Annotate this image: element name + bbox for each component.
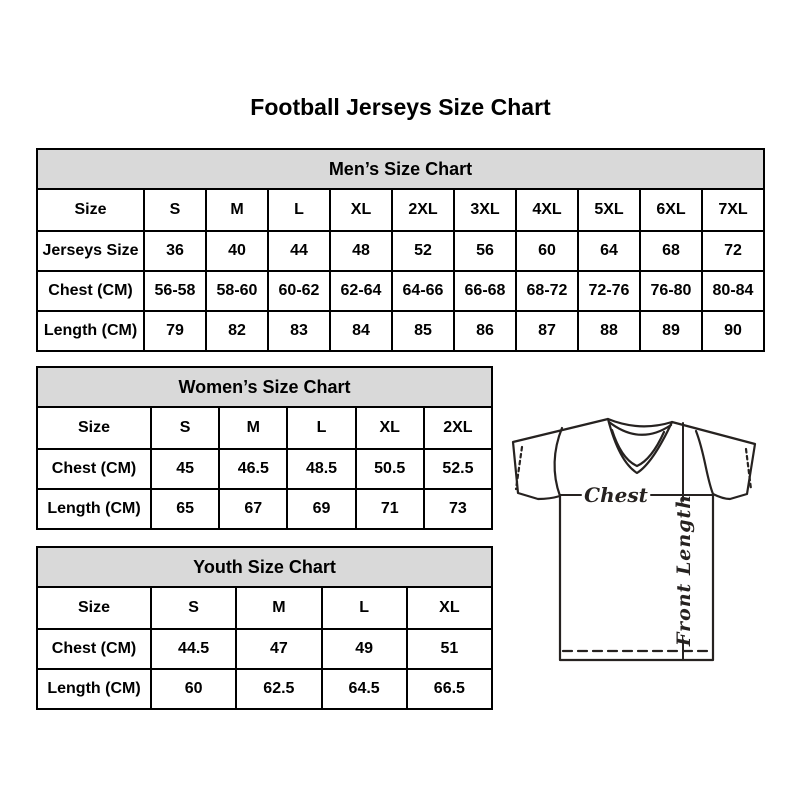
chest-label: Chest [584,483,648,507]
value-cell: 6XL [639,190,701,230]
value-cell: 4XL [515,190,577,230]
table-row [38,408,491,448]
value-cell: 3XL [453,190,515,230]
value-cell: 51 [406,630,491,668]
value-cell: 67 [218,490,286,528]
value-cell: 60-62 [267,272,329,310]
value-cell: L [321,588,406,628]
row-header-cell: Length (CM) [43,322,138,339]
value-cell: 44.5 [150,630,235,668]
value-cell: 68-72 [515,272,577,310]
value-cell: 72-76 [577,272,639,310]
table-row [38,190,763,230]
mens-size-table [36,148,765,352]
row-header-cell: Jerseys Size [42,242,139,259]
value-cell: S [150,408,218,448]
value-cell: 90 [701,312,763,350]
value-cell: 52 [391,232,453,270]
value-cell: 66-68 [453,272,515,310]
value-cell: XL [355,408,423,448]
jersey-outline [513,419,755,660]
table-row [38,628,491,668]
value-cell: 40 [205,232,267,270]
value-cell: XL [329,190,391,230]
value-cell: 56-58 [143,272,205,310]
value-cell: 66.5 [406,670,491,708]
front-length-label: Front Length [673,493,695,647]
value-cell: 83 [267,312,329,350]
value-cell: 49 [321,630,406,668]
value-cell: 56 [453,232,515,270]
value-cell: 79 [143,312,205,350]
youth-size-table [36,546,493,710]
value-cell: 48 [329,232,391,270]
row-header-cell: Chest (CM) [51,460,137,477]
value-cell: 50.5 [355,450,423,488]
value-cell: 64-66 [391,272,453,310]
row-header-cell: Length (CM) [47,500,141,517]
value-cell: 62-64 [329,272,391,310]
value-cell: 45 [150,450,218,488]
value-cell: 82 [205,312,267,350]
table-row [38,668,491,708]
value-cell: 47 [235,630,320,668]
value-cell: 46.5 [218,450,286,488]
value-cell: 7XL [701,190,763,230]
value-cell: 89 [639,312,701,350]
value-cell: 5XL [577,190,639,230]
row-header-cell: Size [77,419,110,436]
value-cell: 69 [286,490,354,528]
row-header-cell: Length (CM) [47,680,141,697]
value-cell: 80-84 [701,272,763,310]
row-header-cell: Chest (CM) [48,282,133,299]
value-cell: 60 [515,232,577,270]
value-cell: 2XL [391,190,453,230]
value-cell: L [286,408,354,448]
value-cell: 52.5 [423,450,491,488]
value-cell: 64 [577,232,639,270]
value-cell: 86 [453,312,515,350]
table-row [38,230,763,270]
table-row [38,448,491,488]
value-cell: 72 [701,232,763,270]
table-row [38,588,491,628]
value-cell: 68 [639,232,701,270]
value-cell: S [143,190,205,230]
row-header-cell: Size [74,201,107,218]
value-cell: 73 [423,490,491,528]
jersey-measurement-diagram [500,402,775,666]
value-cell: L [267,190,329,230]
value-cell: 76-80 [639,272,701,310]
value-cell: 84 [329,312,391,350]
table-row [38,488,491,528]
value-cell: 48.5 [286,450,354,488]
value-cell: 58-60 [205,272,267,310]
value-cell: 71 [355,490,423,528]
value-cell: 62.5 [235,670,320,708]
row-header-cell: Chest (CM) [51,640,137,657]
value-cell: 65 [150,490,218,528]
value-cell: M [205,190,267,230]
value-cell: XL [406,588,491,628]
row-header-cell: Size [77,599,110,616]
table-row [38,310,763,350]
table-title: Youth Size Chart [38,548,491,588]
table-title: Men’s Size Chart [38,150,763,190]
value-cell: M [218,408,286,448]
value-cell: 2XL [423,408,491,448]
value-cell: 85 [391,312,453,350]
value-cell: M [235,588,320,628]
value-cell: 88 [577,312,639,350]
page-title: Football Jerseys Size Chart [250,94,551,120]
value-cell: 36 [143,232,205,270]
value-cell: S [150,588,235,628]
value-cell: 60 [150,670,235,708]
womens-size-table [36,366,493,530]
table-title: Women’s Size Chart [38,368,491,408]
value-cell: 44 [267,232,329,270]
value-cell: 64.5 [321,670,406,708]
value-cell: 87 [515,312,577,350]
table-row [38,270,763,310]
